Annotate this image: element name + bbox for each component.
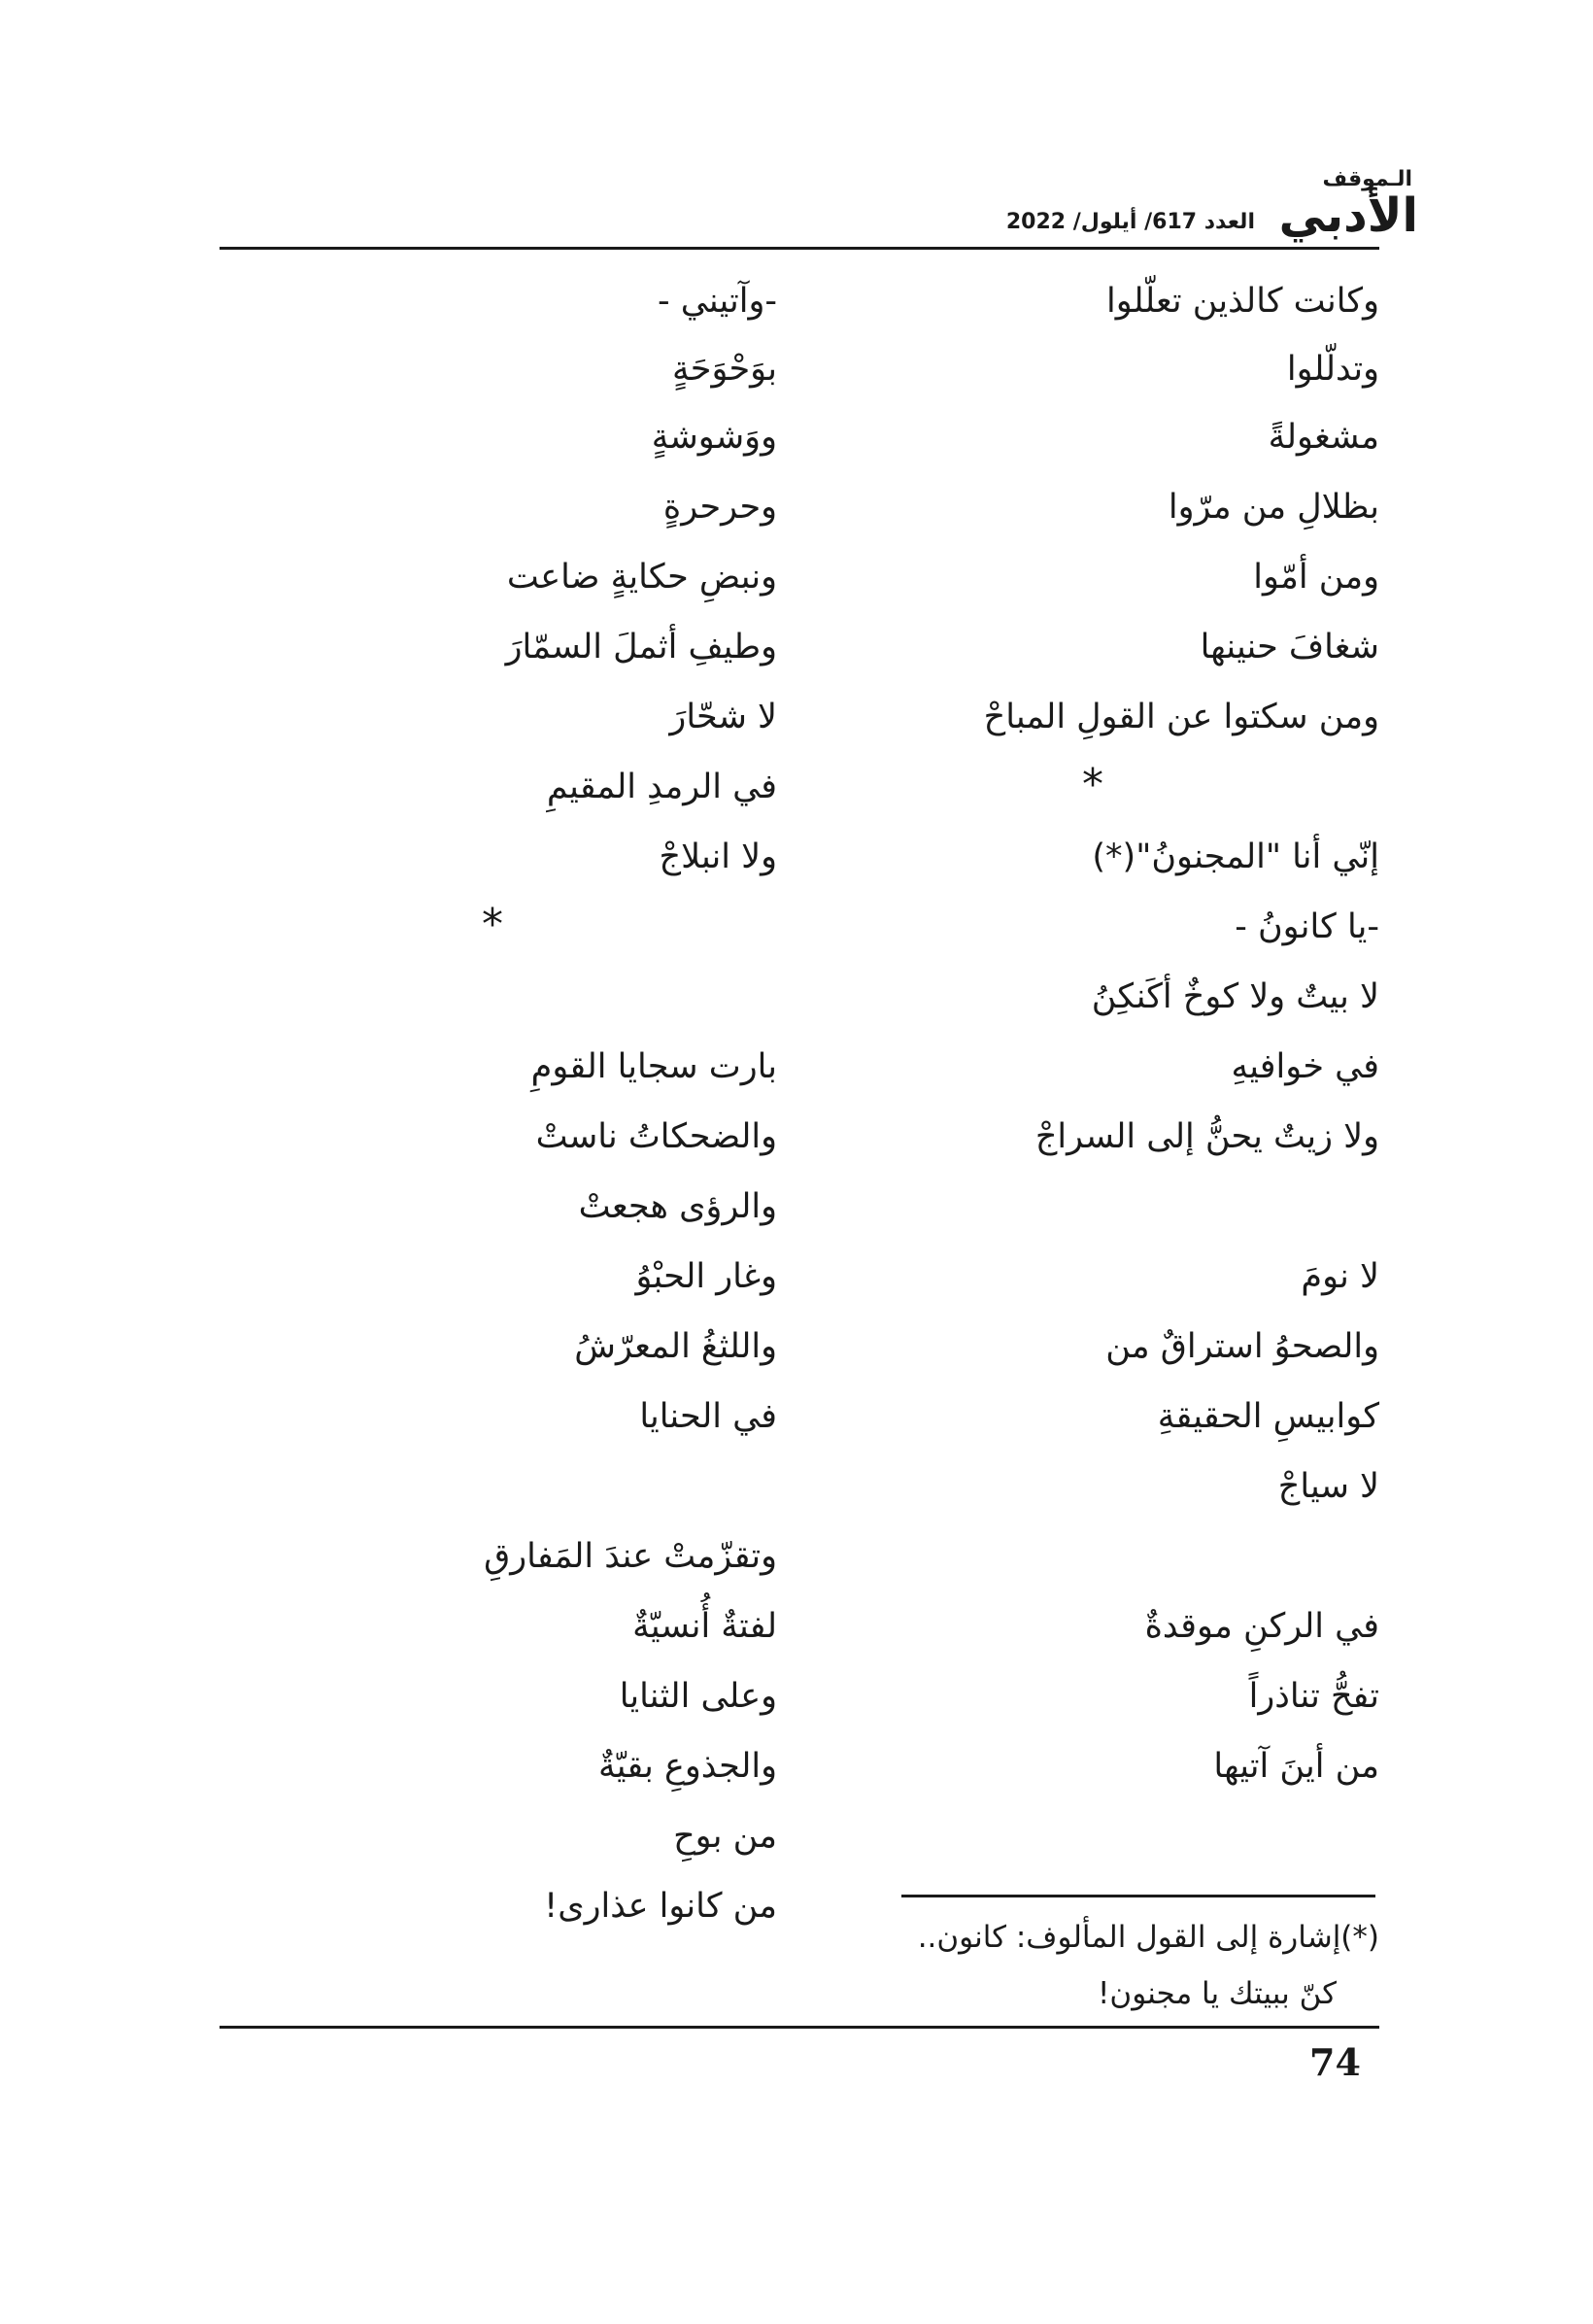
section-separator: * xyxy=(482,900,503,949)
poem-line: ومن سكتوا عن القولِ المباحْ xyxy=(983,698,1379,736)
poem-line: وكانت كالذين تعلّلوا xyxy=(1106,282,1379,321)
poem-line: وحرحرةٍ xyxy=(662,488,777,527)
poem-line: ولا زيتٌ يحنُّ إلى السراجْ xyxy=(1034,1117,1379,1156)
poem-line: وطيفِ أثملَ السمّارَ xyxy=(505,628,777,666)
poem-line: من بوحِ xyxy=(673,1817,777,1856)
poem-line: ومن أمّوا xyxy=(1253,558,1379,597)
poem-line: بظلالِ من مرّوا xyxy=(1168,488,1379,527)
poem-line: لفتةٌ أُنسيّةٌ xyxy=(632,1607,777,1646)
issue-info: العدد 617/ أيلول/ 2022 xyxy=(1005,210,1255,234)
poem-line: شغافَ حنينها xyxy=(1200,628,1379,666)
poem-line: ولا انبلاجْ xyxy=(659,837,777,876)
poem-line: في الركنِ موقدةٌ xyxy=(1144,1607,1379,1646)
poem-line: والجذوعِ بقيّةٌ xyxy=(598,1747,777,1786)
poem-line: ووَشوشةٍ xyxy=(651,418,777,457)
poem-line: مشغولةً xyxy=(1268,418,1379,457)
footnote-rule xyxy=(901,1895,1375,1897)
poem-line: والرؤى هجعتْ xyxy=(578,1187,777,1226)
poem-line: لا نومَ xyxy=(1301,1257,1379,1296)
poem-line: تفحُّ تناذراً xyxy=(1248,1677,1379,1716)
section-separator: * xyxy=(1082,760,1103,809)
poem-line: في الرمدِ المقيمِ xyxy=(546,768,777,806)
logo-top-text: الـموقف xyxy=(1322,167,1412,191)
poem-line: بوَحْوَحَةٍ xyxy=(672,350,777,389)
footer-rule xyxy=(220,2026,1379,2029)
poem-line: في خوافيهِ xyxy=(1231,1047,1379,1086)
page-header xyxy=(1005,167,1418,255)
footnote-line: (*)إشارة إلى القول المألوف: كانون.. xyxy=(917,1920,1379,1955)
logo-main-text: الأدبي xyxy=(1278,188,1418,243)
header-rule xyxy=(220,247,1379,250)
poem-line: وتقزّمتْ عندَ المَفارقِ xyxy=(484,1537,777,1576)
poem-line: وعلى الثنايا xyxy=(619,1677,777,1716)
poem-line: والصحوُ استراقٌ من xyxy=(1105,1327,1379,1366)
poem-line: بارت سجايا القومِ xyxy=(530,1047,777,1086)
poem-line: -وآتيني - xyxy=(657,282,777,321)
poem-line: -يا كانونُ - xyxy=(1235,907,1379,946)
poem-line: لا شحّارَ xyxy=(669,698,777,736)
footnote-line: كنّ ببيتك يا مجنون! xyxy=(1098,1976,1337,2011)
poem-line: كوابيسِ الحقيقةِ xyxy=(1157,1397,1379,1436)
poem-line: وتدلّلوا xyxy=(1286,350,1379,389)
poem-line: واللثغُ المعرّشُ xyxy=(574,1327,777,1366)
poem-line: إنّي أنا "المجنونُ"(*) xyxy=(1092,837,1379,876)
poem-line: والضحكاتُ ناستْ xyxy=(535,1117,777,1156)
poem-line: ونبضِ حكايةٍ ضاعت xyxy=(506,558,777,597)
poem-line: من كانوا عذارى! xyxy=(544,1887,777,1926)
magazine-logo xyxy=(1263,167,1418,245)
poem-line: في الحنايا xyxy=(639,1397,777,1436)
poem-line: وغار الحبْوُ xyxy=(635,1257,777,1296)
poem-line: من أينَ آتيها xyxy=(1213,1747,1379,1786)
page-number: 74 xyxy=(1309,2040,1361,2084)
poem-line: لا سياجْ xyxy=(1277,1467,1379,1506)
poem-line: لا بيتٌ ولا كوخٌ أكَنكِنُ xyxy=(1091,977,1379,1016)
